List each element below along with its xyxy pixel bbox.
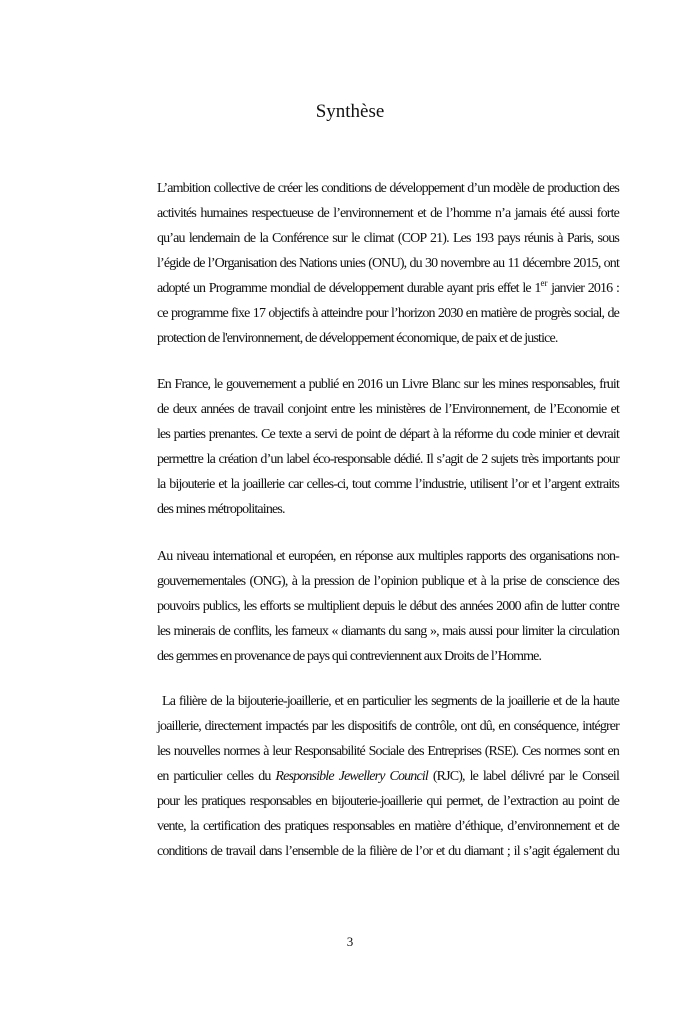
text-line: permettre la création d’un label éco-responsable dédié. Il s’agit de 2 sujets très importants pour	[157, 452, 619, 467]
text-line: gouvernementales (ONG), à la pression de l’opinion publique et à la prise de conscience des	[157, 574, 619, 589]
text-line: En France, le gouvernement a publié en 2016 un Livre Blanc sur les mines responsables, fruit	[157, 377, 619, 392]
page-title: Synthèse	[315, 101, 385, 122]
paragraph-cop21	[157, 176, 619, 351]
italic-text: Responsible Jewellery Council	[275, 769, 428, 784]
text-line: la bijouterie et la joaillerie car celles-ci, tout comme l’industrie, utilisent l’or et l’argent extraits	[157, 477, 619, 492]
paragraph-international	[157, 544, 619, 669]
text-line: L’ambition collective de créer les conditions de développement d’un modèle de production des	[157, 181, 619, 196]
text-line: joaillerie, directement impactés par les dispositifs de contrôle, ont dû, en conséquence, intégrer	[157, 719, 619, 734]
text-segment: janvier 2016 :	[547, 281, 619, 296]
text-line	[157, 276, 619, 301]
text-line: qu’au lendemain de la Conférence sur le climat (COP 21). Les 193 pays réunis à Paris, sous	[157, 231, 619, 246]
superscript: er	[540, 278, 548, 288]
text-line: des mines métropolitaines.	[157, 502, 285, 517]
text-line: les parties prenantes. Ce texte a servi de point de départ à la réforme du code minier et devrait	[157, 427, 619, 442]
text-line: La filière de la bijouterie-joaillerie, et en particulier les segments de la joaillerie et de la haute	[162, 694, 619, 709]
paragraph-filiere	[157, 689, 619, 864]
text-segment: en particulier celles du	[157, 769, 276, 784]
text-line	[157, 764, 619, 789]
paragraph-livre-blanc	[157, 372, 619, 522]
text-segment: (RJC), le label délivré par le Conseil	[427, 769, 619, 784]
text-line: pouvoirs publics, les efforts se multiplient depuis le début des années 2000 afin de lutter contre	[157, 599, 619, 614]
text-segment: adopté un Programme mondial de développement durable ayant pris effet le 1	[157, 281, 541, 296]
page-number: 3	[346, 934, 354, 949]
text-line: protection de l'environnement, de développement économique, de paix et de justice.	[157, 331, 558, 346]
text-line: pour les pratiques responsables en bijouterie-joaillerie qui permet, de l’extraction au point de	[157, 794, 619, 809]
text-line: les nouvelles normes à leur Responsabilité Sociale des Entreprises (RSE). Ces normes sont en	[157, 744, 619, 759]
text-line: de deux années de travail conjoint entre les ministères de l’Environnement, de l’Economie et	[157, 402, 619, 417]
text-line: vente, la certification des pratiques responsables en matière d’éthique, d’environnement et de	[157, 819, 619, 834]
text-line: Au niveau international et européen, en réponse aux multiples rapports des organisations non-	[157, 549, 619, 564]
text-line: ce programme fixe 17 objectifs à atteindre pour l’horizon 2030 en matière de progrès social, de	[157, 306, 619, 321]
text-line: les minerais de conflits, les fameux « diamants du sang », mais aussi pour limiter la circulation	[157, 624, 619, 639]
text-line: l’égide de l’Organisation des Nations unies (ONU), du 30 novembre au 11 décembre 2015, ont	[157, 256, 619, 271]
text-line: activités humaines respectueuse de l’environnement et de l’homme n’a jamais été aussi forte	[157, 206, 619, 221]
text-line: des gemmes en provenance de pays qui contreviennent aux Droits de l’Homme.	[157, 649, 542, 664]
text-line: conditions de travail dans l’ensemble de la filière de l’or et du diamant ; il s’agit également du	[157, 844, 619, 859]
